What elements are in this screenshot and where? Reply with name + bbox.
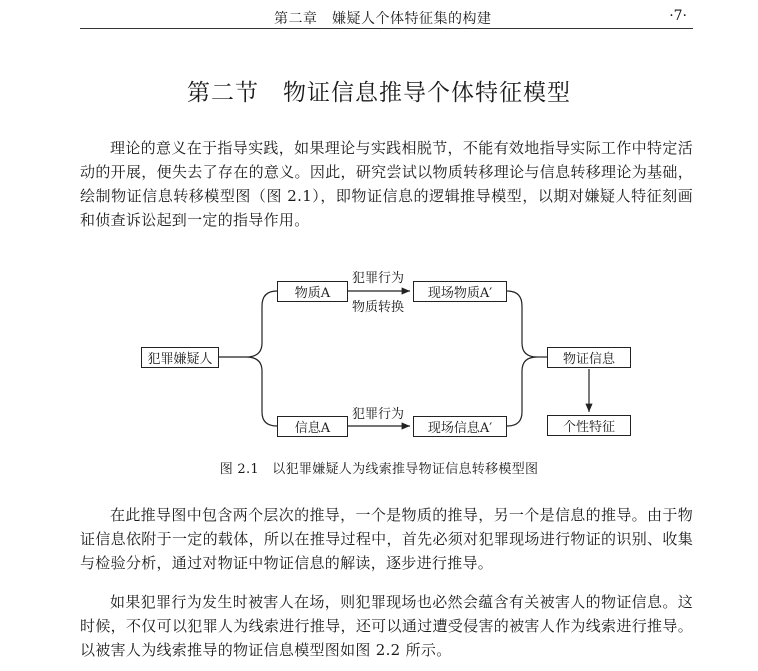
page-number: ·7· [669, 8, 687, 24]
chapter-title: 第二章 嫌疑人个体特征集的构建 [274, 11, 492, 27]
section-title: 第二节 物证信息推导个体特征模型 [187, 80, 571, 106]
paragraph: 理论的意义在于指导实践，如果理论与实践相脱节，不能有效地指导实际工作中特定活动的开展，便失去了存在的意义。因此，研究尝试以物质转移理论与信息转移理论为基础，绘制物证信息转移模型图（图 2.1），即物证信息的逻辑推导模型，以期对嫌疑人特征刻画和侦查诉讼起到一定的指导作用。 [80, 139, 693, 229]
scene-info-box: 现场信息A′ [413, 416, 507, 437]
suspect-box: 犯罪嫌疑人 [141, 347, 219, 368]
crime-behavior-label-top: 犯罪行为 [352, 271, 405, 286]
paragraph: 如果犯罪行为发生时被害人在场，则犯罪现场也必然会蕴含有关被害人的物证信息。这时候，不仅可以犯罪人为线索进行推导，还可以通过遭受侵害的被害人作为线索进行推导。以被害人为线索推导的物证信息模型图如图 2.2 所示。 [80, 593, 693, 659]
individual-features-box: 个性特征 [547, 415, 631, 436]
left-brace [246, 291, 277, 426]
matter-a-box: 物质A [277, 281, 348, 302]
evidence-info-box: 物证信息 [547, 347, 631, 368]
paragraph: 在此推导图中包含两个层次的推导，一个是物质的推导，另一个是信息的推导。由于物证信息依附于一定的载体，所以在推导过程中，首先必须对犯罪现场进行物证的识别、收集与检验分析，通过对物证中物证信息的解读，逐步进行推导。 [80, 506, 693, 572]
crime-behavior-label-bottom: 犯罪行为 [352, 407, 405, 422]
right-brace [507, 291, 537, 426]
info-a-box: 信息A [277, 416, 348, 437]
figure-caption: 图 2.1 以犯罪嫌疑人为线索推导物证信息转移模型图 [219, 462, 539, 477]
scene-matter-box: 现场物质A′ [413, 281, 507, 302]
matter-conversion-label: 物质转换 [352, 300, 405, 315]
